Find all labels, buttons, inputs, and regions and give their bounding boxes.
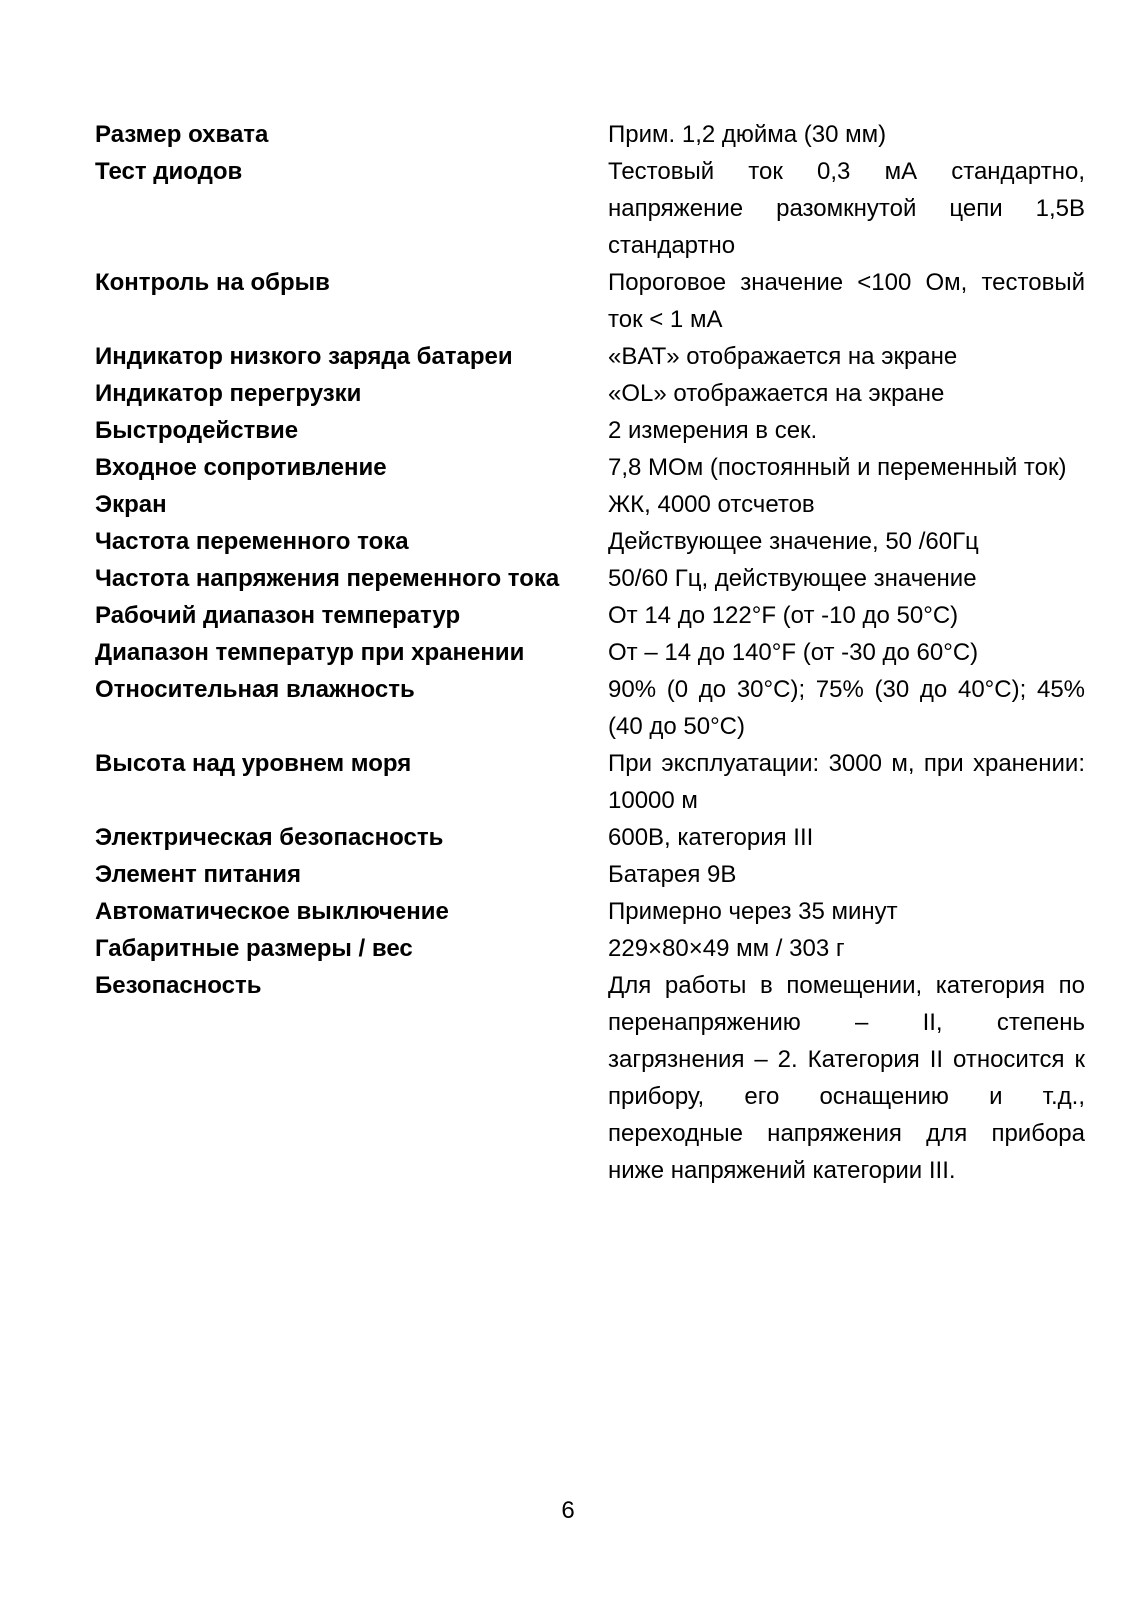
spec-value: При эксплуатации: 3000 м, при хранении: 10000 м bbox=[608, 750, 1085, 814]
spec-label: Элемент питания bbox=[95, 861, 302, 888]
spec-label: Безопасность bbox=[95, 972, 262, 999]
spec-label: Тест диодов bbox=[95, 158, 243, 185]
spec-value: «OL» отображается на экране bbox=[608, 380, 945, 407]
spec-row-safety bbox=[95, 967, 1085, 1189]
spec-row-auto-power-off bbox=[95, 893, 1085, 930]
spec-value: От – 14 до 140°F (от -30 до 60°C) bbox=[608, 639, 979, 666]
spec-value: 600В, категория III bbox=[608, 824, 814, 851]
spec-label: Входное сопротивление bbox=[95, 454, 387, 481]
spec-value: Для работы в помещении, категория по перенапряжению – II, степень загрязнения – 2. Категория II относится к прибору, его оснащению и т.д., переходные напряжения для прибора ниже напряжений категории III. bbox=[608, 972, 1085, 1184]
spec-value: Пороговое значение <100 Ом, тестовый ток < 1 мА bbox=[608, 269, 1085, 333]
spec-row-humidity bbox=[95, 671, 1085, 745]
spec-row-operating-temperature bbox=[95, 597, 1085, 634]
spec-value: 229×80×49 мм / 303 г bbox=[608, 935, 845, 962]
spec-row-ac-voltage-frequency bbox=[95, 560, 1085, 597]
spec-label: Экран bbox=[95, 491, 167, 518]
spec-row-continuity bbox=[95, 264, 1085, 338]
spec-label: Габаритные размеры / вес bbox=[95, 935, 413, 962]
spec-label: Частота напряжения переменного тока bbox=[95, 565, 560, 592]
spec-label: Рабочий диапазон температур bbox=[95, 602, 461, 629]
spec-label: Индикатор низкого заряда батареи bbox=[95, 343, 513, 370]
spec-row-display bbox=[95, 486, 1085, 523]
spec-value: ЖК, 4000 отсчетов bbox=[608, 491, 815, 518]
spec-label: Относительная влажность bbox=[95, 676, 415, 703]
spec-label: Быстродействие bbox=[95, 417, 299, 444]
spec-value: Действующее значение, 50 /60Гц bbox=[608, 528, 979, 555]
spec-label: Высота над уровнем моря bbox=[95, 750, 412, 777]
spec-value: 90% (0 до 30°C); 75% (30 до 40°C); 45% (40 до 50°C) bbox=[608, 676, 1085, 740]
spec-row-overload bbox=[95, 375, 1085, 412]
spec-row-dimensions-weight bbox=[95, 930, 1085, 967]
spec-row-capture-size bbox=[95, 116, 1085, 153]
spec-label: Размер охвата bbox=[95, 121, 269, 148]
specifications-table bbox=[95, 116, 1085, 1189]
spec-value: 7,8 МОм (постоянный и переменный ток) bbox=[608, 454, 1067, 481]
page-number: 6 bbox=[561, 1497, 575, 1524]
spec-value: Прим. 1,2 дюйма (30 мм) bbox=[608, 121, 887, 148]
spec-row-ac-current-frequency bbox=[95, 523, 1085, 560]
spec-row-low-battery bbox=[95, 338, 1085, 375]
spec-value: Батарея 9В bbox=[608, 861, 737, 888]
spec-row-electrical-safety bbox=[95, 819, 1085, 856]
spec-row-speed bbox=[95, 412, 1085, 449]
spec-label: Частота переменного тока bbox=[95, 528, 409, 555]
spec-value: Примерно через 35 минут bbox=[608, 898, 898, 925]
spec-label: Индикатор перегрузки bbox=[95, 380, 362, 407]
spec-value: От 14 до 122°F (от -10 до 50°C) bbox=[608, 602, 959, 629]
spec-row-power-source bbox=[95, 856, 1085, 893]
spec-value: 2 измерения в сек. bbox=[608, 417, 818, 444]
spec-row-diode-test bbox=[95, 153, 1085, 264]
spec-label: Контроль на обрыв bbox=[95, 269, 330, 296]
spec-label: Автоматическое выключение bbox=[95, 898, 449, 925]
spec-label: Электрическая безопасность bbox=[95, 824, 444, 851]
spec-row-input-impedance bbox=[95, 449, 1085, 486]
spec-label: Диапазон температур при хранении bbox=[95, 639, 525, 666]
spec-row-storage-temperature bbox=[95, 634, 1085, 671]
spec-value: «BAT» отображается на экране bbox=[608, 343, 958, 370]
spec-value: 50/60 Гц, действующее значение bbox=[608, 565, 977, 592]
spec-value: Тестовый ток 0,3 мА стандартно, напряжение разомкнутой цепи 1,5В стандартно bbox=[608, 158, 1085, 259]
spec-row-altitude bbox=[95, 745, 1085, 819]
